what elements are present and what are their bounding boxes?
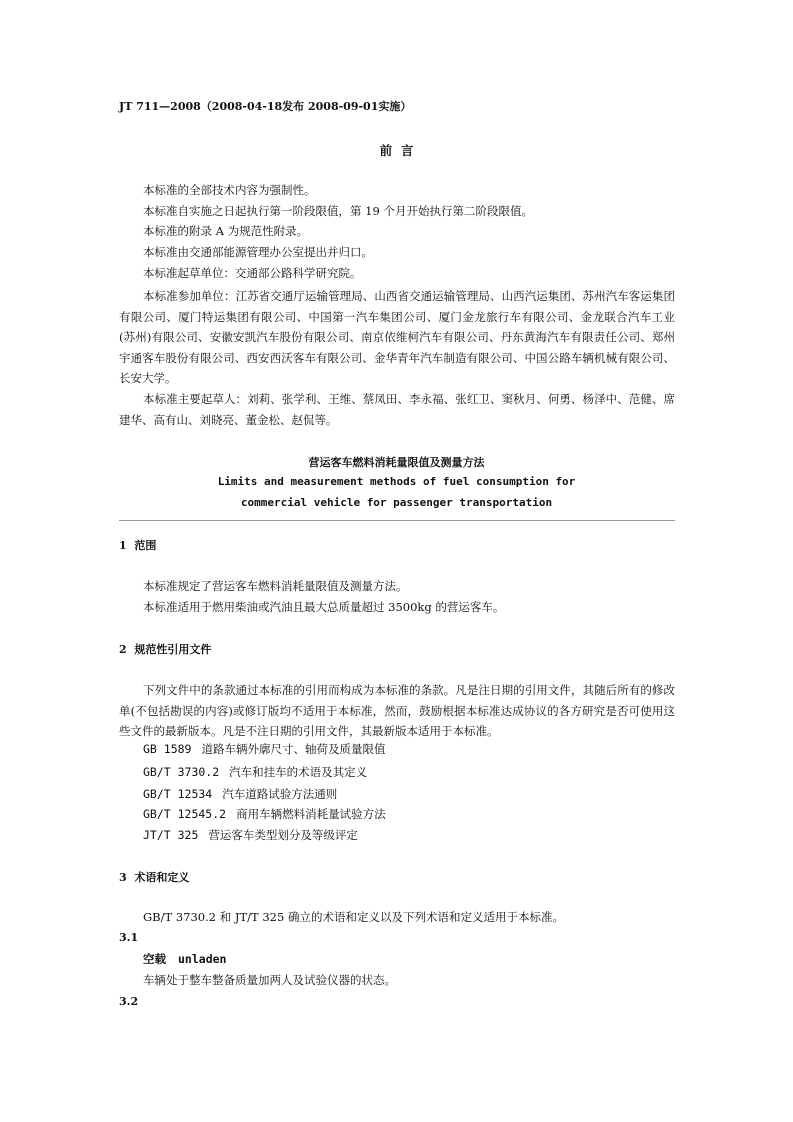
clause-number: 3.1: [119, 931, 139, 944]
section-2-heading: 2 规范性引用文件: [119, 643, 212, 656]
section-3-heading: 3 术语和定义: [119, 871, 190, 884]
foreword-participants: 本标准参加单位：江苏省交通厅运输管理局、山西省交通运输管理局、山西汽运集团、苏州汽车客运集团有限公司、厦门特运集团有限公司、中国第一汽车集团公司、厦门金龙旅行车有限公司、金龙联合汽车工业(苏州)有限公司、安徽安凯汽车股份有限公司、南京依维柯汽车有限公司、丹东黄海汽车有限责任公司、郑州宇通客车股份有限公司、西安西沃客车有限公司、金华青年汽车制造有限公司、中国公路车辆机械有限公司、长安大学。: [119, 289, 675, 386]
reference-code: GB/T 3730.2: [143, 765, 220, 779]
reference-title: 营运客车类型划分及等级评定: [208, 828, 358, 842]
foreword-line: 本标准自实施之日起执行第一阶段限值，第 19 个月开始执行第二阶段限值。: [143, 204, 533, 218]
standard-title-en-line2: commercial vehicle for passenger transportation: [240, 496, 553, 509]
foreword-line: 本标准起草单位：交通部公路科学研究院。: [143, 266, 362, 280]
reference-title: 汽车道路试验方法通则: [222, 787, 338, 801]
reference-code: GB/T 12534: [143, 787, 213, 801]
section-3-intro: GB/T 3730.2 和 JT/T 325 确立的术语和定义以及下列术语和定义适用于本标准。: [143, 910, 564, 924]
reference-code: GB 1589: [143, 742, 192, 756]
reference-code: GB/T 12545.2: [143, 807, 227, 821]
reference-title: 道路车辆外廓尺寸、轴荷及质量限值: [201, 742, 386, 756]
clause-number: 3.2: [119, 995, 139, 1008]
reference-item: [143, 786, 337, 802]
reference-item: [143, 741, 385, 757]
reference-code: JT/T 325: [143, 828, 199, 842]
reference-item: [143, 827, 358, 843]
section-2-paragraph: 下列文件中的条款通过本标准的引用而构成为本标准的条款。凡是注日期的引用文件，其随后所有的修改单(不包括勘误的内容)或修订版均不适用于本标准，然而，鼓励根据本标准达成协议的各方研究是否可使用这些文件的最新版本。凡是不注日期的引用文件，其最新版本适用于本标准。: [119, 683, 675, 739]
foreword-line: 本标准由交通部能源管理办公室提出并归口。: [143, 245, 373, 259]
section-1-heading: 1 范围: [119, 539, 157, 552]
foreword-line: 本标准的附录 A 为规范性附录。: [143, 224, 309, 238]
reference-item: [143, 806, 386, 822]
term-zh: 空载: [143, 952, 166, 966]
standard-title-en-line1: Limits and measurement methods of fuel consumption for: [217, 475, 576, 488]
term-en: unladen: [178, 952, 227, 966]
foreword-drafters: 本标准主要起草人：刘莉、张学利、王维、蔡凤田、李永福、张红卫、窦秋月、何勇、杨泽中、范健、席建华、高有山、刘晓亮、董金松、赵侃等。: [119, 392, 675, 427]
reference-item: [143, 764, 367, 780]
term-entry: [143, 951, 226, 967]
foreword-title: 前 言: [379, 143, 414, 158]
section-1-line: 本标准适用于燃用柴油或汽油且最大总质量超过 3500kg 的营运客车。: [143, 600, 505, 614]
foreword-line: 本标准的全部技术内容为强制性。: [143, 183, 316, 197]
document-header: JT 711—2008（2008-04-18发布 2008-09-01实施）: [119, 100, 412, 113]
reference-title: 汽车和挂车的术语及其定义: [229, 765, 368, 779]
title-divider: [119, 520, 675, 521]
reference-title: 商用车辆燃料消耗量试验方法: [236, 807, 386, 821]
term-definition: 车辆处于整车整备质量加两人及试验仪器的状态。: [143, 973, 396, 987]
section-1-line: 本标准规定了营运客车燃料消耗量限值及测量方法。: [143, 579, 408, 593]
standard-title-zh: 营运客车燃料消耗量限值及测量方法: [308, 456, 485, 469]
